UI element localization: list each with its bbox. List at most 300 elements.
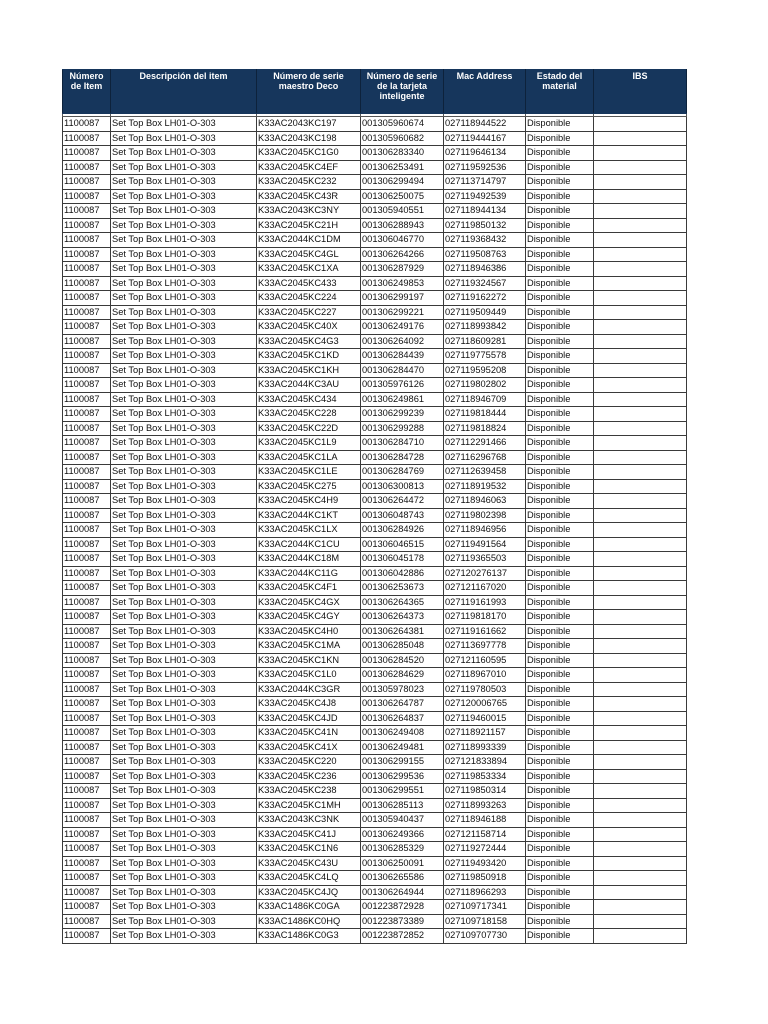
description-cell[interactable]: Set Top Box LH01-O-303 — [111, 813, 257, 828]
status-cell[interactable]: Disponible — [526, 595, 594, 610]
item-number-cell[interactable]: 1100087 — [63, 914, 111, 929]
item-number-cell[interactable]: 1100087 — [63, 392, 111, 407]
ibs-cell[interactable] — [594, 305, 687, 320]
status-cell[interactable]: Disponible — [526, 320, 594, 335]
description-cell[interactable]: Set Top Box LH01-O-303 — [111, 479, 257, 494]
mac-address-cell[interactable]: 027118993339 — [444, 740, 526, 755]
deco-serial-cell[interactable]: K33AC2044KC1KT — [257, 508, 361, 523]
mac-address-cell[interactable]: 027119491564 — [444, 537, 526, 552]
description-cell[interactable]: Set Top Box LH01-O-303 — [111, 885, 257, 900]
ibs-cell[interactable] — [594, 784, 687, 799]
ibs-cell[interactable] — [594, 566, 687, 581]
mac-address-cell[interactable]: 027109717341 — [444, 900, 526, 915]
item-number-cell[interactable]: 1100087 — [63, 189, 111, 204]
ibs-cell[interactable] — [594, 233, 687, 248]
status-cell[interactable]: Disponible — [526, 581, 594, 596]
status-cell[interactable]: Disponible — [526, 494, 594, 509]
item-number-cell[interactable]: 1100087 — [63, 900, 111, 915]
mac-address-cell[interactable]: 027119780503 — [444, 682, 526, 697]
description-cell[interactable]: Set Top Box LH01-O-303 — [111, 827, 257, 842]
description-cell[interactable]: Set Top Box LH01-O-303 — [111, 508, 257, 523]
status-cell[interactable]: Disponible — [526, 204, 594, 219]
description-cell[interactable]: Set Top Box LH01-O-303 — [111, 305, 257, 320]
mac-address-cell[interactable]: 027119161662 — [444, 624, 526, 639]
mac-address-cell[interactable]: 027119850314 — [444, 784, 526, 799]
description-cell[interactable]: Set Top Box LH01-O-303 — [111, 581, 257, 596]
smartcard-serial-cell[interactable]: 001306284470 — [361, 363, 444, 378]
item-number-cell[interactable]: 1100087 — [63, 146, 111, 161]
status-cell[interactable]: Disponible — [526, 175, 594, 190]
ibs-cell[interactable] — [594, 262, 687, 277]
smartcard-serial-cell[interactable]: 001305978023 — [361, 682, 444, 697]
description-cell[interactable]: Set Top Box LH01-O-303 — [111, 537, 257, 552]
description-cell[interactable]: Set Top Box LH01-O-303 — [111, 856, 257, 871]
status-cell[interactable]: Disponible — [526, 726, 594, 741]
item-number-cell[interactable]: 1100087 — [63, 378, 111, 393]
description-cell[interactable]: Set Top Box LH01-O-303 — [111, 160, 257, 175]
smartcard-serial-cell[interactable]: 001306253491 — [361, 160, 444, 175]
status-cell[interactable]: Disponible — [526, 421, 594, 436]
ibs-cell[interactable] — [594, 711, 687, 726]
item-number-cell[interactable]: 1100087 — [63, 755, 111, 770]
status-cell[interactable]: Disponible — [526, 363, 594, 378]
mac-address-cell[interactable]: 027109718158 — [444, 914, 526, 929]
smartcard-serial-cell[interactable]: 001306284520 — [361, 653, 444, 668]
description-cell[interactable]: Set Top Box LH01-O-303 — [111, 392, 257, 407]
description-cell[interactable]: Set Top Box LH01-O-303 — [111, 900, 257, 915]
deco-serial-cell[interactable]: K33AC2045KC41N — [257, 726, 361, 741]
deco-serial-cell[interactable]: K33AC2045KC1KD — [257, 349, 361, 364]
smartcard-serial-cell[interactable]: 001306042886 — [361, 566, 444, 581]
mac-address-cell[interactable]: 027118946386 — [444, 262, 526, 277]
status-cell[interactable]: Disponible — [526, 160, 594, 175]
status-cell[interactable]: Disponible — [526, 247, 594, 262]
description-cell[interactable]: Set Top Box LH01-O-303 — [111, 494, 257, 509]
mac-address-cell[interactable]: 027112639458 — [444, 465, 526, 480]
description-cell[interactable]: Set Top Box LH01-O-303 — [111, 349, 257, 364]
ibs-cell[interactable] — [594, 610, 687, 625]
smartcard-serial-cell[interactable]: 001305960682 — [361, 131, 444, 146]
deco-serial-cell[interactable]: K33AC2045KC228 — [257, 407, 361, 422]
ibs-cell[interactable] — [594, 813, 687, 828]
smartcard-serial-cell[interactable]: 001306264381 — [361, 624, 444, 639]
item-number-cell[interactable]: 1100087 — [63, 610, 111, 625]
ibs-cell[interactable] — [594, 929, 687, 944]
smartcard-serial-cell[interactable]: 001306300813 — [361, 479, 444, 494]
description-cell[interactable]: Set Top Box LH01-O-303 — [111, 914, 257, 929]
status-cell[interactable]: Disponible — [526, 392, 594, 407]
ibs-cell[interactable] — [594, 856, 687, 871]
item-number-cell[interactable]: 1100087 — [63, 421, 111, 436]
mac-address-cell[interactable]: 027121160595 — [444, 653, 526, 668]
deco-serial-cell[interactable]: K33AC2045KC4G3 — [257, 334, 361, 349]
item-number-cell[interactable]: 1100087 — [63, 827, 111, 842]
mac-address-cell[interactable]: 027119592536 — [444, 160, 526, 175]
mac-address-cell[interactable]: 027119444167 — [444, 131, 526, 146]
deco-serial-cell[interactable]: K33AC2045KC4H0 — [257, 624, 361, 639]
deco-serial-cell[interactable]: K33AC2045KC227 — [257, 305, 361, 320]
ibs-cell[interactable] — [594, 392, 687, 407]
mac-address-cell[interactable]: 027119850918 — [444, 871, 526, 886]
status-cell[interactable]: Disponible — [526, 914, 594, 929]
smartcard-serial-cell[interactable]: 001306249408 — [361, 726, 444, 741]
mac-address-cell[interactable]: 027118921157 — [444, 726, 526, 741]
header-ibs[interactable]: IBS — [594, 70, 687, 114]
description-cell[interactable]: Set Top Box LH01-O-303 — [111, 769, 257, 784]
ibs-cell[interactable] — [594, 581, 687, 596]
ibs-cell[interactable] — [594, 117, 687, 132]
description-cell[interactable]: Set Top Box LH01-O-303 — [111, 842, 257, 857]
smartcard-serial-cell[interactable]: 001306287929 — [361, 262, 444, 277]
status-cell[interactable]: Disponible — [526, 769, 594, 784]
description-cell[interactable]: Set Top Box LH01-O-303 — [111, 233, 257, 248]
ibs-cell[interactable] — [594, 827, 687, 842]
ibs-cell[interactable] — [594, 624, 687, 639]
smartcard-serial-cell[interactable]: 001306249853 — [361, 276, 444, 291]
ibs-cell[interactable] — [594, 798, 687, 813]
deco-serial-cell[interactable]: K33AC2045KC1L9 — [257, 436, 361, 451]
smartcard-serial-cell[interactable]: 001306250091 — [361, 856, 444, 871]
deco-serial-cell[interactable]: K33AC2045KC4F1 — [257, 581, 361, 596]
deco-serial-cell[interactable]: K33AC2045KC1XA — [257, 262, 361, 277]
status-cell[interactable]: Disponible — [526, 682, 594, 697]
description-cell[interactable]: Set Top Box LH01-O-303 — [111, 624, 257, 639]
header-item-number[interactable]: Número de Item — [63, 70, 111, 114]
description-cell[interactable]: Set Top Box LH01-O-303 — [111, 262, 257, 277]
header-mac-address[interactable]: Mac Address — [444, 70, 526, 114]
status-cell[interactable]: Disponible — [526, 856, 594, 871]
deco-serial-cell[interactable]: K33AC2045KC236 — [257, 769, 361, 784]
ibs-cell[interactable] — [594, 871, 687, 886]
description-cell[interactable]: Set Top Box LH01-O-303 — [111, 697, 257, 712]
ibs-cell[interactable] — [594, 755, 687, 770]
mac-address-cell[interactable]: 027116296768 — [444, 450, 526, 465]
ibs-cell[interactable] — [594, 653, 687, 668]
deco-serial-cell[interactable]: K33AC2043KC197 — [257, 117, 361, 132]
mac-address-cell[interactable]: 027118993842 — [444, 320, 526, 335]
item-number-cell[interactable]: 1100087 — [63, 523, 111, 538]
mac-address-cell[interactable]: 027119595208 — [444, 363, 526, 378]
status-cell[interactable]: Disponible — [526, 639, 594, 654]
ibs-cell[interactable] — [594, 378, 687, 393]
status-cell[interactable]: Disponible — [526, 276, 594, 291]
item-number-cell[interactable]: 1100087 — [63, 363, 111, 378]
item-number-cell[interactable]: 1100087 — [63, 436, 111, 451]
description-cell[interactable]: Set Top Box LH01-O-303 — [111, 668, 257, 683]
description-cell[interactable]: Set Top Box LH01-O-303 — [111, 146, 257, 161]
smartcard-serial-cell[interactable]: 001306299197 — [361, 291, 444, 306]
ibs-cell[interactable] — [594, 740, 687, 755]
description-cell[interactable]: Set Top Box LH01-O-303 — [111, 595, 257, 610]
description-cell[interactable]: Set Top Box LH01-O-303 — [111, 218, 257, 233]
description-cell[interactable]: Set Top Box LH01-O-303 — [111, 711, 257, 726]
deco-serial-cell[interactable]: K33AC2045KC275 — [257, 479, 361, 494]
mac-address-cell[interactable]: 027118609281 — [444, 334, 526, 349]
item-number-cell[interactable]: 1100087 — [63, 131, 111, 146]
item-number-cell[interactable]: 1100087 — [63, 175, 111, 190]
mac-address-cell[interactable]: 027118946188 — [444, 813, 526, 828]
description-cell[interactable]: Set Top Box LH01-O-303 — [111, 784, 257, 799]
item-number-cell[interactable]: 1100087 — [63, 595, 111, 610]
deco-serial-cell[interactable]: K33AC2045KC1N6 — [257, 842, 361, 857]
smartcard-serial-cell[interactable]: 001223872852 — [361, 929, 444, 944]
status-cell[interactable]: Disponible — [526, 291, 594, 306]
deco-serial-cell[interactable]: K33AC1486KC0G3 — [257, 929, 361, 944]
deco-serial-cell[interactable]: K33AC2045KC4GY — [257, 610, 361, 625]
item-number-cell[interactable]: 1100087 — [63, 566, 111, 581]
deco-serial-cell[interactable]: K33AC2045KC43U — [257, 856, 361, 871]
item-number-cell[interactable]: 1100087 — [63, 668, 111, 683]
ibs-cell[interactable] — [594, 595, 687, 610]
ibs-cell[interactable] — [594, 726, 687, 741]
status-cell[interactable]: Disponible — [526, 900, 594, 915]
deco-serial-cell[interactable]: K33AC2044KC1DM — [257, 233, 361, 248]
deco-serial-cell[interactable]: K33AC2045KC4GX — [257, 595, 361, 610]
smartcard-serial-cell[interactable]: 001305940551 — [361, 204, 444, 219]
item-number-cell[interactable]: 1100087 — [63, 247, 111, 262]
ibs-cell[interactable] — [594, 668, 687, 683]
mac-address-cell[interactable]: 027112291466 — [444, 436, 526, 451]
smartcard-serial-cell[interactable]: 001306048743 — [361, 508, 444, 523]
description-cell[interactable]: Set Top Box LH01-O-303 — [111, 552, 257, 567]
description-cell[interactable]: Set Top Box LH01-O-303 — [111, 247, 257, 262]
deco-serial-cell[interactable]: K33AC2043KC198 — [257, 131, 361, 146]
item-number-cell[interactable]: 1100087 — [63, 711, 111, 726]
mac-address-cell[interactable]: 027119802802 — [444, 378, 526, 393]
mac-address-cell[interactable]: 027119368432 — [444, 233, 526, 248]
item-number-cell[interactable]: 1100087 — [63, 929, 111, 944]
ibs-cell[interactable] — [594, 914, 687, 929]
deco-serial-cell[interactable]: K33AC2045KC22D — [257, 421, 361, 436]
header-deco-serial[interactable]: Número de serie maestro Deco — [257, 70, 361, 114]
mac-address-cell[interactable]: 027119492539 — [444, 189, 526, 204]
smartcard-serial-cell[interactable]: 001306253673 — [361, 581, 444, 596]
status-cell[interactable]: Disponible — [526, 349, 594, 364]
ibs-cell[interactable] — [594, 508, 687, 523]
header-material-status[interactable]: Estado del material — [526, 70, 594, 114]
smartcard-serial-cell[interactable]: 001306264944 — [361, 885, 444, 900]
status-cell[interactable]: Disponible — [526, 407, 594, 422]
ibs-cell[interactable] — [594, 218, 687, 233]
ibs-cell[interactable] — [594, 320, 687, 335]
status-cell[interactable]: Disponible — [526, 697, 594, 712]
smartcard-serial-cell[interactable]: 001306288943 — [361, 218, 444, 233]
description-cell[interactable]: Set Top Box LH01-O-303 — [111, 755, 257, 770]
smartcard-serial-cell[interactable]: 001306299155 — [361, 755, 444, 770]
deco-serial-cell[interactable]: K33AC2045KC4GL — [257, 247, 361, 262]
deco-serial-cell[interactable]: K33AC2043KC3NK — [257, 813, 361, 828]
item-number-cell[interactable]: 1100087 — [63, 334, 111, 349]
status-cell[interactable]: Disponible — [526, 523, 594, 538]
item-number-cell[interactable]: 1100087 — [63, 291, 111, 306]
smartcard-serial-cell[interactable]: 001306283340 — [361, 146, 444, 161]
mac-address-cell[interactable]: 027118944522 — [444, 117, 526, 132]
smartcard-serial-cell[interactable]: 001306264266 — [361, 247, 444, 262]
description-cell[interactable]: Set Top Box LH01-O-303 — [111, 334, 257, 349]
smartcard-serial-cell[interactable]: 001306299221 — [361, 305, 444, 320]
deco-serial-cell[interactable]: K33AC2045KC434 — [257, 392, 361, 407]
description-cell[interactable]: Set Top Box LH01-O-303 — [111, 726, 257, 741]
deco-serial-cell[interactable]: K33AC1486KC0GA — [257, 900, 361, 915]
mac-address-cell[interactable]: 027118946956 — [444, 523, 526, 538]
mac-address-cell[interactable]: 027118919532 — [444, 479, 526, 494]
deco-serial-cell[interactable]: K33AC2045KC1KH — [257, 363, 361, 378]
smartcard-serial-cell[interactable]: 001306046515 — [361, 537, 444, 552]
ibs-cell[interactable] — [594, 552, 687, 567]
smartcard-serial-cell[interactable]: 001306285113 — [361, 798, 444, 813]
item-number-cell[interactable]: 1100087 — [63, 726, 111, 741]
item-number-cell[interactable]: 1100087 — [63, 262, 111, 277]
description-cell[interactable]: Set Top Box LH01-O-303 — [111, 871, 257, 886]
mac-address-cell[interactable]: 027121833894 — [444, 755, 526, 770]
item-number-cell[interactable]: 1100087 — [63, 276, 111, 291]
deco-serial-cell[interactable]: K33AC2045KC220 — [257, 755, 361, 770]
item-number-cell[interactable]: 1100087 — [63, 537, 111, 552]
smartcard-serial-cell[interactable]: 001306284629 — [361, 668, 444, 683]
smartcard-serial-cell[interactable]: 001306284439 — [361, 349, 444, 364]
ibs-cell[interactable] — [594, 146, 687, 161]
ibs-cell[interactable] — [594, 363, 687, 378]
status-cell[interactable]: Disponible — [526, 711, 594, 726]
item-number-cell[interactable]: 1100087 — [63, 798, 111, 813]
smartcard-serial-cell[interactable]: 001306299239 — [361, 407, 444, 422]
description-cell[interactable]: Set Top Box LH01-O-303 — [111, 929, 257, 944]
deco-serial-cell[interactable]: K33AC2045KC1LA — [257, 450, 361, 465]
smartcard-serial-cell[interactable]: 001306299494 — [361, 175, 444, 190]
status-cell[interactable]: Disponible — [526, 842, 594, 857]
status-cell[interactable]: Disponible — [526, 189, 594, 204]
deco-serial-cell[interactable]: K33AC2045KC4EF — [257, 160, 361, 175]
ibs-cell[interactable] — [594, 900, 687, 915]
description-cell[interactable]: Set Top Box LH01-O-303 — [111, 175, 257, 190]
mac-address-cell[interactable]: 027119161993 — [444, 595, 526, 610]
ibs-cell[interactable] — [594, 291, 687, 306]
smartcard-serial-cell[interactable]: 001306249176 — [361, 320, 444, 335]
smartcard-serial-cell[interactable]: 001305976126 — [361, 378, 444, 393]
mac-address-cell[interactable]: 027118966293 — [444, 885, 526, 900]
mac-address-cell[interactable]: 027118946709 — [444, 392, 526, 407]
mac-address-cell[interactable]: 027119509449 — [444, 305, 526, 320]
mac-address-cell[interactable]: 027118993263 — [444, 798, 526, 813]
smartcard-serial-cell[interactable]: 001306249861 — [361, 392, 444, 407]
status-cell[interactable]: Disponible — [526, 436, 594, 451]
item-number-cell[interactable]: 1100087 — [63, 508, 111, 523]
item-number-cell[interactable]: 1100087 — [63, 842, 111, 857]
description-cell[interactable]: Set Top Box LH01-O-303 — [111, 363, 257, 378]
mac-address-cell[interactable]: 027119818824 — [444, 421, 526, 436]
ibs-cell[interactable] — [594, 682, 687, 697]
mac-address-cell[interactable]: 027119162272 — [444, 291, 526, 306]
item-number-cell[interactable]: 1100087 — [63, 653, 111, 668]
mac-address-cell[interactable]: 027119508763 — [444, 247, 526, 262]
description-cell[interactable]: Set Top Box LH01-O-303 — [111, 450, 257, 465]
deco-serial-cell[interactable]: K33AC2043KC3NY — [257, 204, 361, 219]
status-cell[interactable]: Disponible — [526, 262, 594, 277]
item-number-cell[interactable]: 1100087 — [63, 320, 111, 335]
description-cell[interactable]: Set Top Box LH01-O-303 — [111, 610, 257, 625]
deco-serial-cell[interactable]: K33AC2045KC224 — [257, 291, 361, 306]
smartcard-serial-cell[interactable]: 001306249366 — [361, 827, 444, 842]
ibs-cell[interactable] — [594, 247, 687, 262]
description-cell[interactable]: Set Top Box LH01-O-303 — [111, 566, 257, 581]
status-cell[interactable]: Disponible — [526, 798, 594, 813]
status-cell[interactable]: Disponible — [526, 233, 594, 248]
deco-serial-cell[interactable]: K33AC2045KC4JD — [257, 711, 361, 726]
item-number-cell[interactable]: 1100087 — [63, 218, 111, 233]
status-cell[interactable]: Disponible — [526, 827, 594, 842]
ibs-cell[interactable] — [594, 349, 687, 364]
deco-serial-cell[interactable]: K33AC2045KC21H — [257, 218, 361, 233]
smartcard-serial-cell[interactable]: 001306265586 — [361, 871, 444, 886]
status-cell[interactable]: Disponible — [526, 755, 594, 770]
item-number-cell[interactable]: 1100087 — [63, 349, 111, 364]
status-cell[interactable]: Disponible — [526, 508, 594, 523]
mac-address-cell[interactable]: 027119853334 — [444, 769, 526, 784]
item-number-cell[interactable]: 1100087 — [63, 552, 111, 567]
ibs-cell[interactable] — [594, 465, 687, 480]
item-number-cell[interactable]: 1100087 — [63, 450, 111, 465]
smartcard-serial-cell[interactable]: 001306285329 — [361, 842, 444, 857]
status-cell[interactable]: Disponible — [526, 624, 594, 639]
status-cell[interactable]: Disponible — [526, 117, 594, 132]
item-number-cell[interactable]: 1100087 — [63, 871, 111, 886]
deco-serial-cell[interactable]: K33AC2044KC18M — [257, 552, 361, 567]
status-cell[interactable]: Disponible — [526, 566, 594, 581]
deco-serial-cell[interactable]: K33AC2045KC1LX — [257, 523, 361, 538]
smartcard-serial-cell[interactable]: 001306299536 — [361, 769, 444, 784]
mac-address-cell[interactable]: 027119646134 — [444, 146, 526, 161]
item-number-cell[interactable]: 1100087 — [63, 639, 111, 654]
deco-serial-cell[interactable]: K33AC2045KC238 — [257, 784, 361, 799]
item-number-cell[interactable]: 1100087 — [63, 117, 111, 132]
ibs-cell[interactable] — [594, 537, 687, 552]
smartcard-serial-cell[interactable]: 001306046770 — [361, 233, 444, 248]
smartcard-serial-cell[interactable]: 001306284710 — [361, 436, 444, 451]
status-cell[interactable]: Disponible — [526, 610, 594, 625]
deco-serial-cell[interactable]: K33AC2045KC1KN — [257, 653, 361, 668]
mac-address-cell[interactable]: 027119493420 — [444, 856, 526, 871]
status-cell[interactable]: Disponible — [526, 131, 594, 146]
deco-serial-cell[interactable]: K33AC2045KC1L0 — [257, 668, 361, 683]
description-cell[interactable]: Set Top Box LH01-O-303 — [111, 421, 257, 436]
deco-serial-cell[interactable]: K33AC1486KC0HQ — [257, 914, 361, 929]
status-cell[interactable]: Disponible — [526, 146, 594, 161]
ibs-cell[interactable] — [594, 436, 687, 451]
ibs-cell[interactable] — [594, 523, 687, 538]
smartcard-serial-cell[interactable]: 001306264373 — [361, 610, 444, 625]
item-number-cell[interactable]: 1100087 — [63, 784, 111, 799]
mac-address-cell[interactable]: 027119460015 — [444, 711, 526, 726]
status-cell[interactable]: Disponible — [526, 552, 594, 567]
deco-serial-cell[interactable]: K33AC2045KC4J8 — [257, 697, 361, 712]
ibs-cell[interactable] — [594, 175, 687, 190]
deco-serial-cell[interactable]: K33AC2044KC3AU — [257, 378, 361, 393]
mac-address-cell[interactable]: 027119818444 — [444, 407, 526, 422]
ibs-cell[interactable] — [594, 479, 687, 494]
status-cell[interactable]: Disponible — [526, 813, 594, 828]
ibs-cell[interactable] — [594, 494, 687, 509]
deco-serial-cell[interactable]: K33AC2044KC3GR — [257, 682, 361, 697]
description-cell[interactable]: Set Top Box LH01-O-303 — [111, 523, 257, 538]
smartcard-serial-cell[interactable]: 001223872928 — [361, 900, 444, 915]
mac-address-cell[interactable]: 027119365503 — [444, 552, 526, 567]
smartcard-serial-cell[interactable]: 001306285048 — [361, 639, 444, 654]
item-number-cell[interactable]: 1100087 — [63, 233, 111, 248]
mac-address-cell[interactable]: 027118946063 — [444, 494, 526, 509]
deco-serial-cell[interactable]: K33AC2045KC1MH — [257, 798, 361, 813]
smartcard-serial-cell[interactable]: 001306249481 — [361, 740, 444, 755]
ibs-cell[interactable] — [594, 421, 687, 436]
